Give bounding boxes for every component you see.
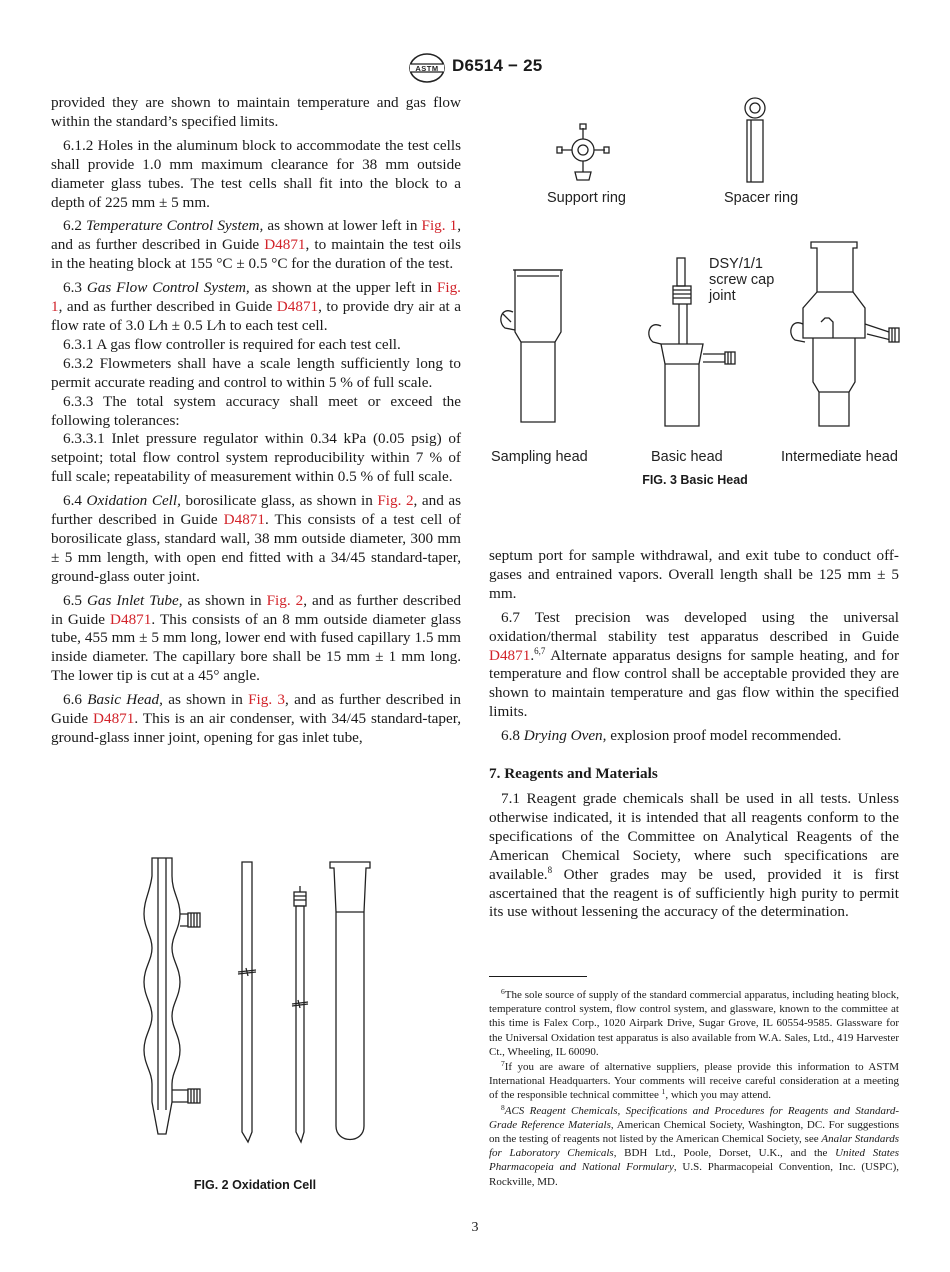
- d4871-link[interactable]: D4871: [276, 298, 319, 316]
- d4871-link[interactable]: D4871: [264, 236, 306, 254]
- paragraph-6-3-3-1: 6.3.3.1 Inlet pressure regulator within 0.34 kPa (0.05 psig) of setpoint; total flow control system reproducibility within 7 % of full scale; repeatability of measurement within 0.5 % of full scale.: [51, 430, 461, 486]
- d4871-link[interactable]: D4871: [110, 610, 152, 628]
- paragraph-6-5: 6.5 Gas Inlet Tube, as shown in Fig. 2, and as further described in Guide D4871. This consists of an 8 mm outside diameter glass tube, 455 mm ± 5 mm long, lower end with fused capillary 1.5 mm inside diameter. The capillary bore shall be 15 mm ± 1 mm long. The lower tip is cut at a 45° angle.: [51, 591, 462, 685]
- fig-2-link[interactable]: Fig. 2: [266, 591, 304, 609]
- footnote-7: $^7$If you are aware of alternative suppliers, please provide this information to ASTM International Headquarters. Your comments will receive careful consideration at a meeting of the responsible technical committee $^1$, which you may attend.: [489, 1059, 899, 1102]
- support-ring-icon: [557, 124, 609, 180]
- fig-1-link[interactable]: Fig. 1: [421, 217, 458, 235]
- oxidation-test-tube-icon: [330, 862, 370, 1140]
- fig-2-caption: FIG. 2 Oxidation Cell: [193, 1178, 317, 1192]
- intermediate-head-label: Intermediate head: [781, 449, 898, 465]
- fig-2-link[interactable]: Fig. 2: [377, 492, 414, 510]
- sampling-head-icon: [501, 270, 563, 422]
- paragraph-7-1: 7.1 Reagent grade chemicals shall be used in all tests. Unless otherwise indicated, it is intended that all reagents conform to the specifications of the Committee on Analytical Reagents of the American Chemical Society, where such specifications are available.$^8$ Other grades may be used, provided it is first ascertained that the reagent is of sufficiently high purity to permit its use without lessening the accuracy of the determination.: [489, 789, 899, 921]
- fig-1-link[interactable]: Fig. 1: [51, 279, 461, 316]
- condenser-upper-port-icon: [180, 914, 188, 926]
- d4871-link[interactable]: D4871: [223, 511, 265, 529]
- svg-text:ASTM: ASTM: [415, 64, 439, 73]
- footnote-8: $^8$ACS Reagent Chemicals, Specifications and Procedures for Reagents and Standard-Grade Reference Materials, American Chemical Society, Washington, DC. For suggestions on the testing of reagents not listed by the American Chemical Society, see Analar Standards for Laboratory Chemicals, BDH Ltd., Poole, Dorset, U.K., and the United States Pharmacopeia and National Formulary, U.S. Pharmacopeial Convention, Inc. (USPC), Rockville, MD.: [489, 1102, 899, 1188]
- dsy-label-line1: DSY/1/1: [709, 256, 763, 272]
- d4871-link[interactable]: D4871: [489, 646, 531, 664]
- paragraph-6-6: 6.6 Basic Head, as shown in Fig. 3, and as further described in Guide D4871. This is an air condenser, with 34/45 standard-taper, ground-glass inner joint, opening for gas inlet tube,: [51, 691, 462, 746]
- paragraph-6-3-3: 6.3.3 The total system accuracy shall meet or exceed the following tolerances:: [51, 392, 461, 429]
- fig-3-link[interactable]: Fig. 3: [248, 691, 286, 709]
- gas-inlet-tube-icon: [242, 862, 252, 1142]
- paragraph-6-7: 6.7 Test precision was developed using the universal oxidation/thermal stability test apparatus described in Guide D4871.$^{6,7}$ Alternate apparatus designs for sample heating, and for temperature and flow control shall be acceptable provided they are shown to maintain temperature and gas flow within the specified limits.: [489, 608, 899, 721]
- dsy-label-line2: screw cap: [709, 272, 775, 288]
- fig-3-caption: FIG. 3 Basic Head: [642, 473, 748, 487]
- footnote-6: $^6$The sole source of supply of the standard commercial apparatus, including heating block, temperature control system, flow control system, and glassware, known to the committee at this time is Falex Corp., 1020 Airpark Drive, Sugar Grove, IL 60554-9585. Glassware for the Universal Oxidation test apparatus is also available from W.A. Sales, Ltd., 419 Harvester Ct., Wheeling, IL 60090.: [489, 987, 899, 1058]
- footnote-ref-8: 8: [547, 864, 553, 875]
- paragraph-6-8: 6.8 Drying Oven, explosion proof model recommended.: [501, 727, 842, 745]
- condenser-lower-port-icon: [172, 1090, 188, 1102]
- astm-logo-icon: [408, 52, 446, 84]
- thermometer-tube-icon: [296, 906, 304, 1142]
- fig-2-oxidation-cell-drawing: [130, 852, 390, 1152]
- intermediate-head-icon: [791, 242, 899, 426]
- left-column: [51, 94, 461, 753]
- fig-3-basic-head-drawing: [485, 92, 915, 442]
- spacer-ring-icon: [745, 98, 765, 182]
- paragraph-6-1-2: 6.1.2 Holes in the aluminum block to accommodate the test cells shall provide 1.0 mm maximum clearance for 38 mm outside diameter glass tubes. The test cells shall fit into the block to a depth of 225 mm ± 5 mm.: [51, 136, 461, 211]
- paragraph-continuation: provided they are shown to maintain temperature and gas flow within the standard’s specified limits.: [51, 94, 461, 130]
- basic-head-label: Basic head: [651, 449, 723, 465]
- paragraph-continuation-6-6: septum port for sample withdrawal, and exit tube to conduct off-gases and entrained vapors. Overall length shall be 125 mm ± 5 mm.: [489, 547, 899, 602]
- spacer-ring-label: Spacer ring: [724, 190, 799, 206]
- d4871-link[interactable]: D4871: [93, 710, 135, 728]
- footnote-divider: [489, 976, 587, 977]
- dsy-label-line3: joint: [709, 288, 736, 304]
- sampling-head-label: Sampling head: [491, 449, 588, 465]
- paragraph-6-3-1: 6.3.1 A gas flow controller is required for each test cell.: [63, 335, 401, 353]
- page-header: [0, 52, 950, 84]
- section-7-heading: 7. Reagents and Materials: [489, 765, 658, 783]
- condenser-outer-icon: [144, 858, 180, 1134]
- right-column: [489, 547, 899, 927]
- support-ring-label: Support ring: [547, 190, 626, 206]
- footnote-ref-6-7: 6,7: [534, 645, 546, 656]
- standard-designation: D6514 − 25: [452, 56, 543, 75]
- footnotes: [489, 988, 899, 1190]
- page-number: 3: [471, 1220, 479, 1235]
- paragraph-6-2: 6.2 Temperature Control System, as shown at lower left in Fig. 1, and as further described in Guide D4871, to maintain the test oils in the heating block at 155 °C ± 0.5 °C for the duration of the test.: [51, 217, 462, 273]
- paragraph-6-4: 6.4 Oxidation Cell, borosilicate glass, as shown in Fig. 2, and as further described in Guide D4871. This consists of a test cell of borosilicate glass, standard wall, 38 mm outside diameter, 300 mm ± 5 mm length, with open end fitted with a 34/45 standard-taper, ground-glass outer joint.: [51, 492, 462, 585]
- paragraph-6-3-2: 6.3.2 Flowmeters shall have a scale length sufficiently long to permit accurate reading and control to within 5 % of full scale.: [51, 354, 461, 391]
- paragraph-6-3: 6.3 Gas Flow Control System, as shown at the upper left in Fig. 1, and as further described in Guide D4871, to provide dry air at a flow rate of 3.0 L⁄h ± 0.5 L⁄h to each test cell.: [51, 279, 462, 334]
